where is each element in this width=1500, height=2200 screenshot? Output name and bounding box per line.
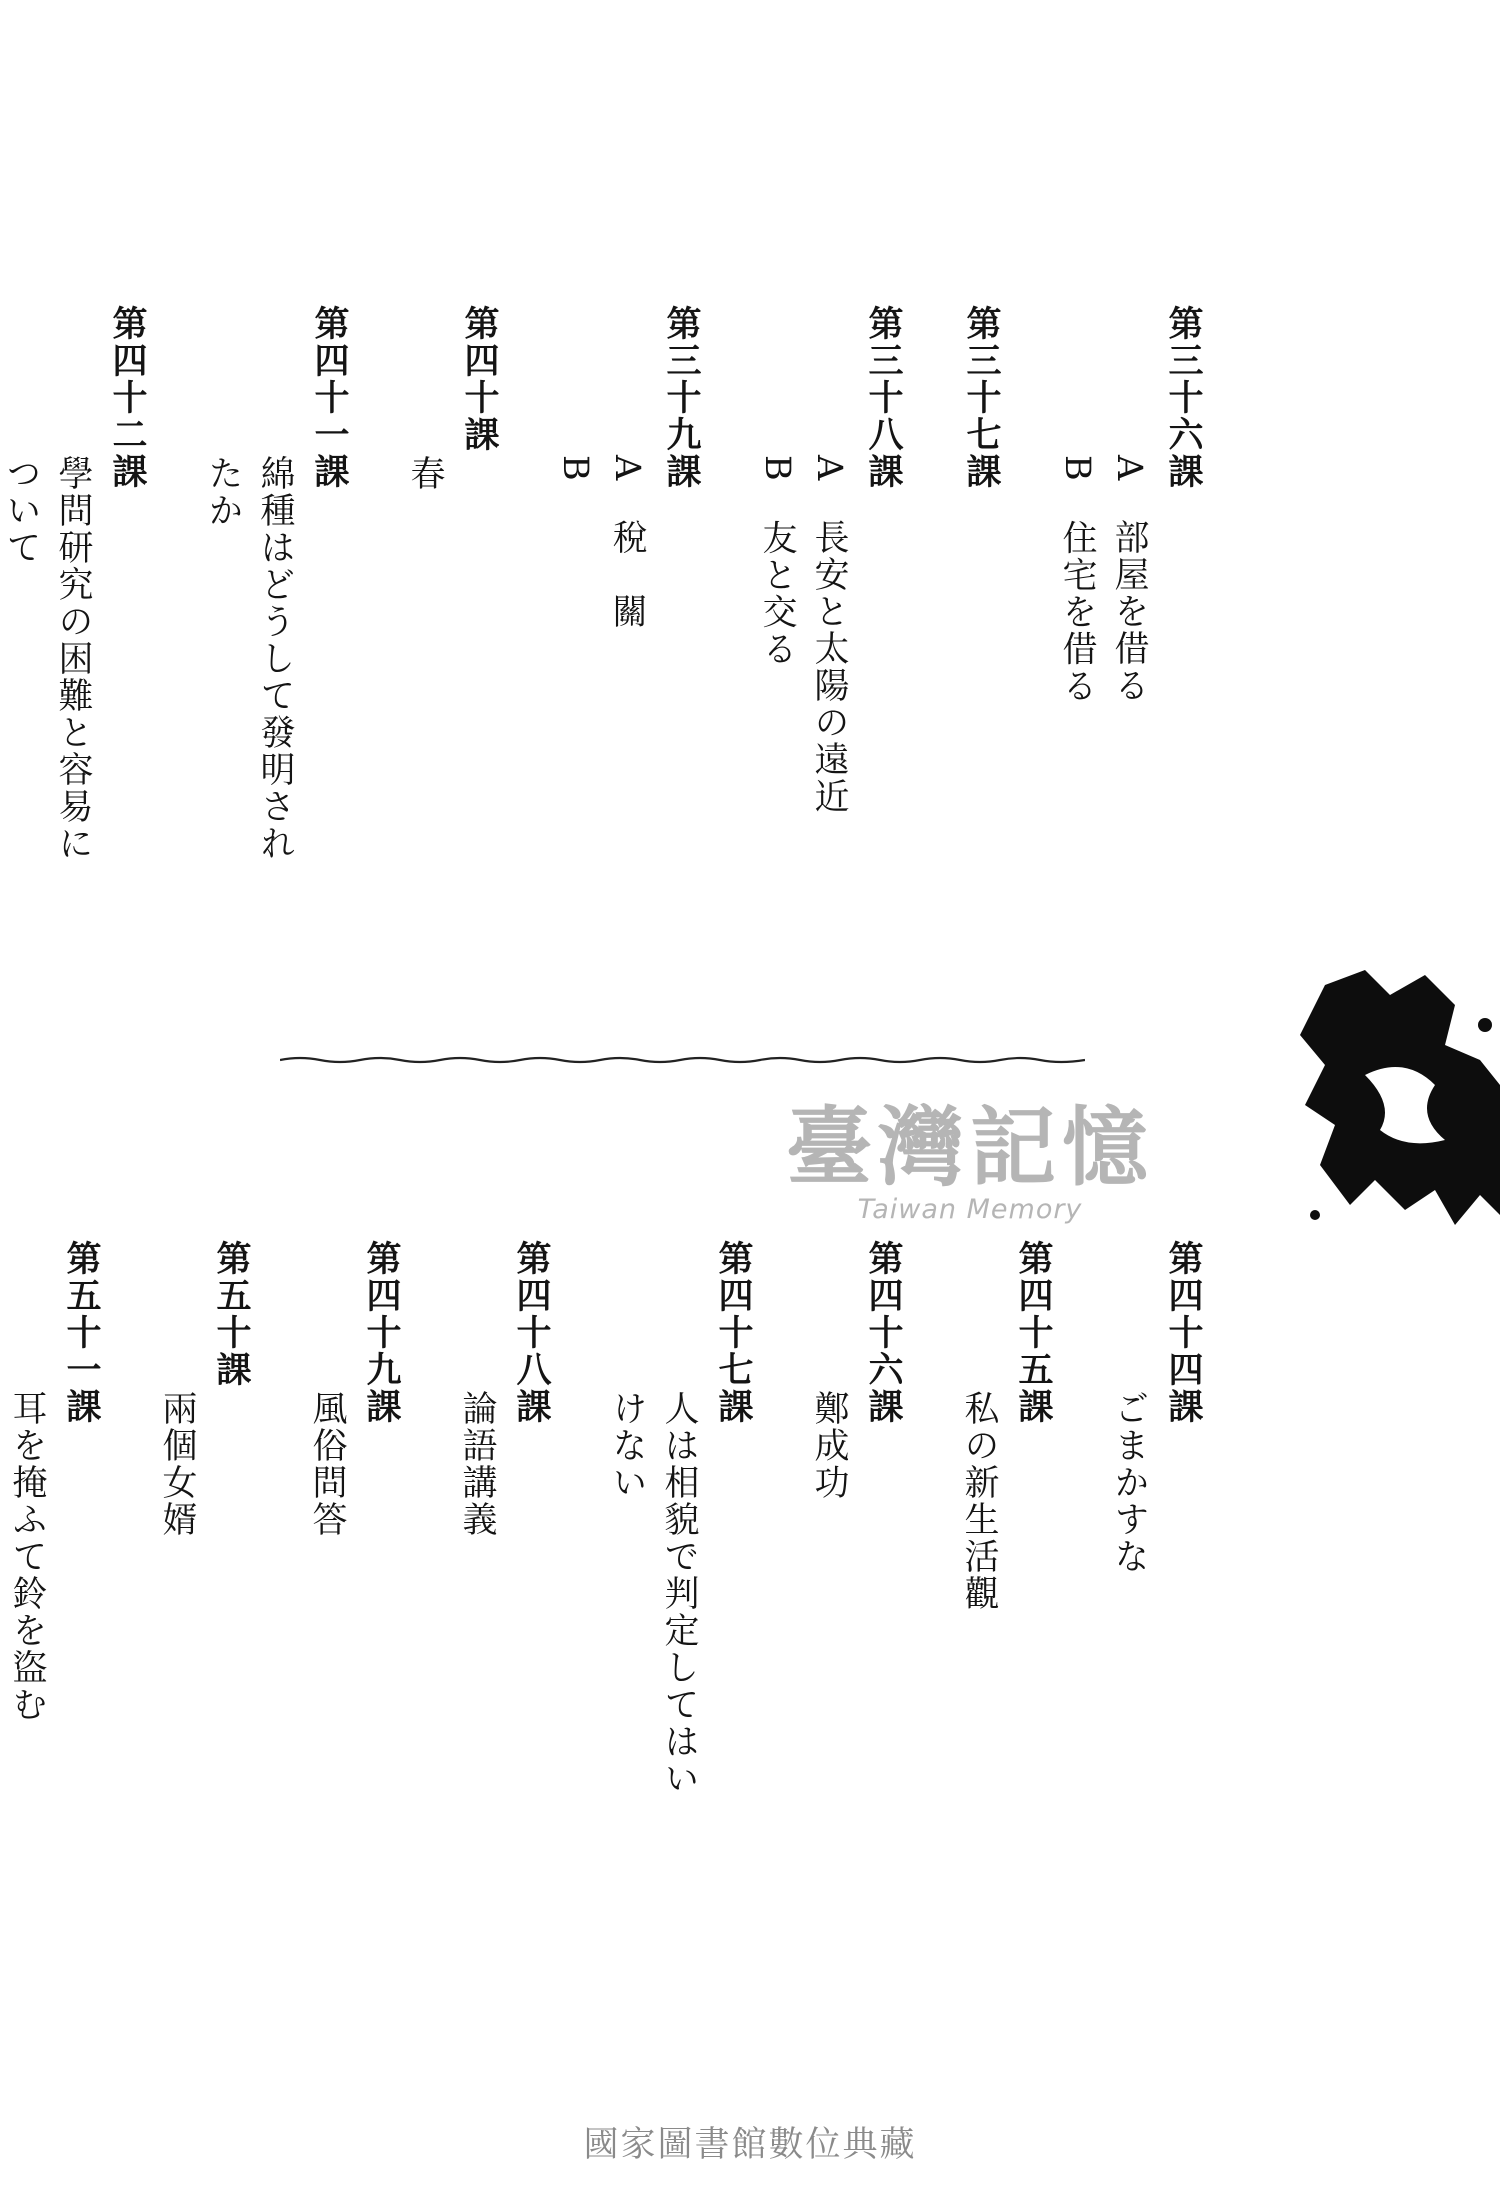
toc-entry-main-column — [706, 1240, 760, 1930]
toc-entry — [752, 305, 910, 1025]
toc-entry-sub-column — [250, 305, 302, 1025]
toc-entry-sub-column — [954, 1240, 1006, 1930]
subtopic-text: 耳を掩ふて鈴を盜む — [7, 1390, 47, 1723]
subtopic-text: 綿種はどうして發明され — [255, 455, 295, 862]
toc-entry — [954, 305, 1008, 1025]
subtopic-text: B 住宅を借る — [1057, 455, 1097, 705]
toc-entry — [0, 305, 154, 1025]
toc-entry-main-column — [100, 305, 154, 1025]
toc-entry — [804, 1240, 910, 1930]
toc-entry-sub-column — [804, 305, 856, 1025]
toc-entry — [400, 305, 506, 1025]
toc-entry-main-column — [1156, 1240, 1210, 1930]
toc-entry-main-column — [654, 305, 708, 1025]
toc-entry-main-column — [1006, 1240, 1060, 1930]
subtopic-text: 人は相貌で判定してはい — [659, 1390, 699, 1797]
toc-entry-main-column — [452, 305, 506, 1025]
entry-spacer — [910, 1240, 954, 1930]
toc-entry — [452, 1240, 558, 1930]
lesson-number: 第四十四課 — [1163, 1240, 1204, 1425]
entry-spacer — [408, 1240, 452, 1930]
toc-entry-sub-column — [804, 1240, 856, 1930]
toc-entry-sub-column — [1104, 1240, 1156, 1930]
toc-entry-main-column — [954, 305, 1008, 1025]
entry-spacer — [708, 305, 752, 1025]
toc-entry — [1052, 305, 1210, 1025]
subtopic-text: 風俗問答 — [307, 1390, 347, 1538]
subtopic-text: A 稅 關 — [607, 455, 647, 631]
lesson-number: 第四十八課 — [511, 1240, 552, 1425]
toc-lower-section — [0, 1240, 1210, 1930]
lesson-number: 第四十二課 — [107, 305, 148, 490]
subtopic-text: 春 — [405, 455, 445, 492]
subtopic-text: 論語講義 — [457, 1390, 497, 1538]
subtopic-text: A 部屋を借る — [1109, 455, 1149, 705]
lesson-number: 第四十一課 — [309, 305, 350, 490]
entry-spacer — [558, 1240, 602, 1930]
subtopic-text: たか — [203, 455, 243, 529]
toc-entry-main-column — [504, 1240, 558, 1930]
toc-entry-main-column — [856, 1240, 910, 1930]
toc-entry-sub-column — [602, 1240, 654, 1930]
toc-entry-sub-column — [48, 305, 100, 1025]
toc-entry-sub-column — [1104, 305, 1156, 1025]
lesson-number: 第三十八課 — [863, 305, 904, 490]
toc-entry-sub-column — [602, 305, 654, 1025]
toc-entry-main-column — [54, 1240, 108, 1930]
subtopic-text: 學問研究の困難と容易に — [53, 455, 93, 862]
entry-spacer — [108, 1240, 152, 1930]
lesson-number: 第五十一課 — [61, 1240, 102, 1425]
footer-credit: 國家圖書館數位典藏 — [583, 2125, 917, 2165]
toc-entry-sub-column — [400, 305, 452, 1025]
entry-spacer — [1060, 1240, 1104, 1930]
lesson-number: 第三十七課 — [961, 305, 1002, 490]
subtopic-text: 鄭成功 — [809, 1390, 849, 1501]
toc-entry — [302, 1240, 408, 1930]
toc-entry-sub-column — [752, 305, 804, 1025]
toc-entry-main-column — [204, 1240, 258, 1930]
toc-entry-main-column — [1156, 305, 1210, 1025]
entry-spacer — [258, 1240, 302, 1930]
toc-upper-section — [0, 305, 1210, 1025]
toc-entry — [1104, 1240, 1210, 1930]
watermark — [745, 1098, 1195, 1225]
section-divider — [280, 1055, 1085, 1065]
subtopic-text: ついて — [1, 455, 41, 566]
entry-spacer — [506, 305, 550, 1025]
toc-entry-sub-column — [302, 1240, 354, 1930]
toc-entry-sub-column — [152, 1240, 204, 1930]
toc-entry-sub-column — [0, 305, 48, 1025]
toc-entry-main-column — [856, 305, 910, 1025]
toc-entry — [550, 305, 708, 1025]
lesson-number: 第四十九課 — [361, 1240, 402, 1425]
watermark-title: 臺灣記憶 — [786, 1097, 1154, 1198]
entry-spacer — [1008, 305, 1052, 1025]
entry-spacer — [154, 305, 198, 1025]
toc-entry-sub-column — [2, 1240, 54, 1930]
subtopic-text: B — [555, 455, 595, 483]
toc-entry — [2, 1240, 108, 1930]
toc-entry-main-column — [354, 1240, 408, 1930]
lesson-number: 第三十九課 — [661, 305, 702, 490]
subtopic-text: ごまかすな — [1109, 1390, 1149, 1575]
lesson-number: 第四十五課 — [1013, 1240, 1054, 1425]
toc-entry-sub-column — [1052, 305, 1104, 1025]
lesson-number: 第五十課 — [211, 1240, 252, 1388]
entry-spacer — [910, 305, 954, 1025]
subtopic-text: 私の新生活觀 — [959, 1390, 999, 1612]
toc-entry-sub-column — [452, 1240, 504, 1930]
toc-entry-sub-column — [550, 305, 602, 1025]
toc-entry — [152, 1240, 258, 1930]
toc-entry — [954, 1240, 1060, 1930]
toc-entry-sub-column — [198, 305, 250, 1025]
watermark-subtitle: Taiwan Memory — [857, 1194, 1083, 1225]
toc-entry — [198, 305, 356, 1025]
toc-entry-sub-column — [654, 1240, 706, 1930]
lesson-number: 第四十課 — [459, 305, 500, 453]
subtopic-text: B 友と交る — [757, 455, 797, 668]
subtopic-text: A 長安と太陽の遠近 — [809, 455, 849, 816]
toc-entry — [602, 1240, 760, 1930]
lesson-number: 第四十六課 — [863, 1240, 904, 1425]
lesson-number: 第三十六課 — [1163, 305, 1204, 490]
subtopic-text: けない — [607, 1390, 647, 1501]
lesson-number: 第四十七課 — [713, 1240, 754, 1425]
entry-spacer — [760, 1240, 804, 1930]
toc-entry-main-column — [302, 305, 356, 1025]
subtopic-text: 兩個女婿 — [157, 1390, 197, 1538]
ink-blot-mark — [1295, 965, 1500, 1245]
entry-spacer — [356, 305, 400, 1025]
